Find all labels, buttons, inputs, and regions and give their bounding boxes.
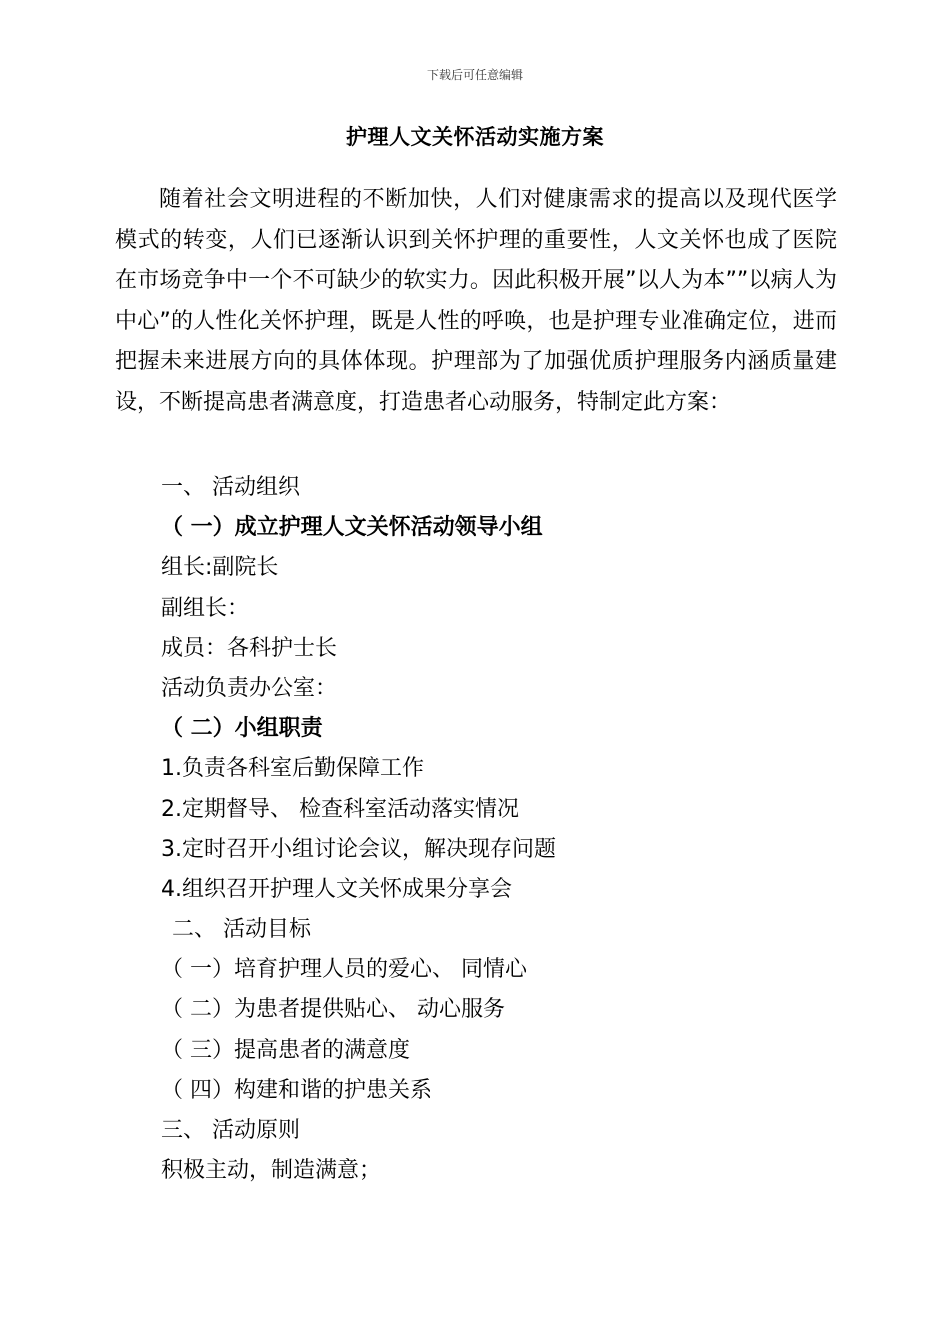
subsection-heading-leadership-group: （ 一）成立护理人文关怀活动领导小组 [161,515,543,541]
intro-paragraph: 随着社会文明进程的不断加快，人们对健康需求的提高以及现代医学模式的转变，人们已逐渐认识到关怀护理的重要性，人文关怀也成了医院在市场竞争中一个不可缺少的软实力。因此积极开展”以人为本””以病人为中心”的人性化关怀护理，既是人性的呼唤，也是护理专业准确定位，进而把握未来进展方向的具体体现。护理部为了加强优质护理服务内涵质量建设，不断提高患者满意度，打造患者心动服务，特制定此方案： [115,187,837,415]
header-note: 下载后可任意编辑 [426,68,523,82]
content-lines [115,468,837,1191]
principle-item: 积极主动，制造满意； [161,1158,382,1184]
deputy-leader-line: 副组长： [161,595,250,621]
group-leader-line: 组长:副院长 [161,555,279,581]
goal-item: （ 三）提高患者的满意度 [161,1037,410,1063]
goal-item: （ 四）构建和谐的护患关系 [161,1077,432,1103]
section-heading-organization: 一、 活动组织 [161,475,300,500]
section-heading-goals: 二、 活动目标 [172,917,311,943]
goal-item: （ 二）为患者提供贴心、 动心服务 [161,997,505,1023]
office-line: 活动负责办公室： [161,675,338,701]
duty-item: 2.定期督导、 检查科室活动落实情况 [161,796,519,822]
duty-item: 4.组织召开护理人文关怀成果分享会 [161,876,512,902]
duty-item: 1.负责各科室后勤保障工作 [161,756,424,782]
section-heading-principles: 三、 活动原则 [161,1118,300,1143]
duty-item: 3.定时召开小组讨论会议，解决现存问题 [161,836,556,862]
document-title: 护理人文关怀活动实施方案 [346,125,604,149]
goal-item: （ 一）培育护理人员的爱心、 同情心 [161,957,527,983]
subsection-heading-duties: （ 二）小组职责 [161,716,323,742]
members-line: 成员：各科护士长 [161,635,338,661]
